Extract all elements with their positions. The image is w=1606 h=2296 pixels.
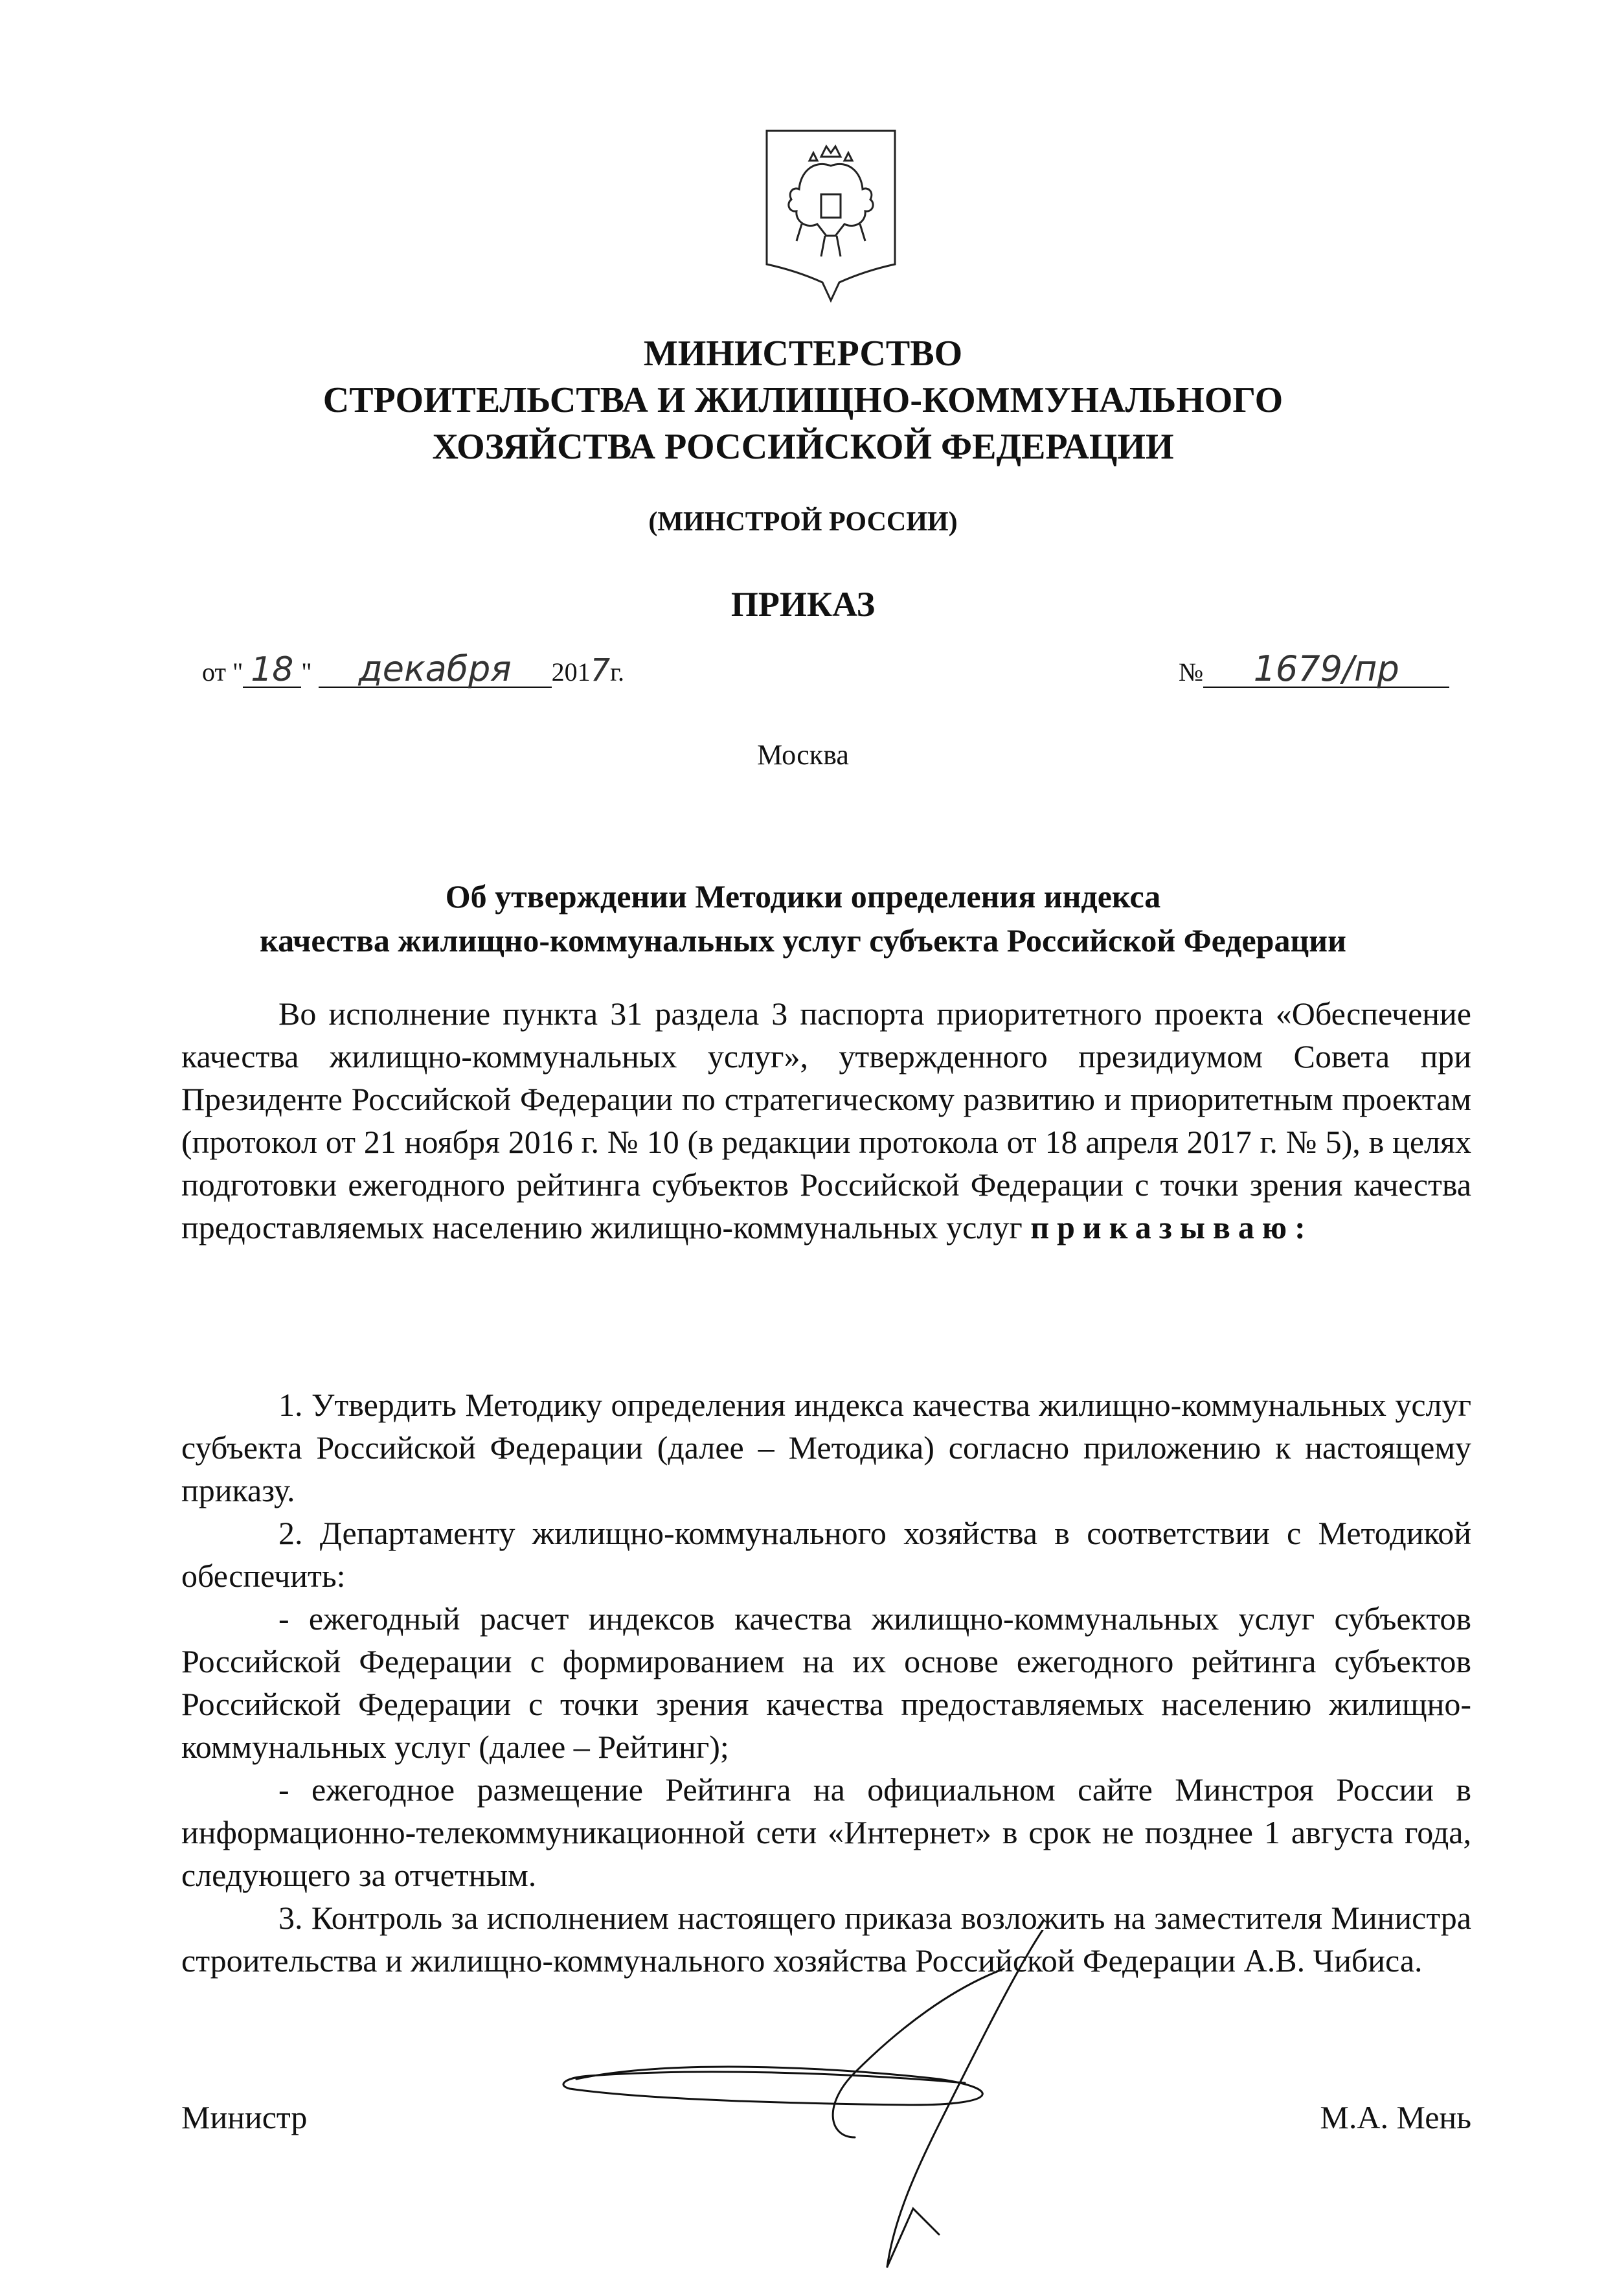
- order-item-1: 1. Утвердить Методику определения индекса качества жилищно-коммунальных услуг субъекта Российской Федерации (далее – Методика) согласно приложению к настоящему приказу.: [181, 1387, 1471, 1508]
- order-number-handwritten: 1679/пр: [1203, 652, 1449, 688]
- number-label: №: [1179, 657, 1204, 687]
- subject-line-2: качества жилищно-коммунальных услуг субъекта Российской Федерации: [260, 922, 1346, 959]
- city-name: Москва: [757, 739, 849, 771]
- order-number-line: [1179, 648, 1449, 689]
- order-item-2-dash-2: - ежегодное размещение Рейтинга на официальном сайте Минстроя России в информационно-телекоммуникационной сети «Интернет» в срок не позднее 1 августа года, следующего за отчетным.: [181, 1771, 1471, 1893]
- date-month-handwritten: декабря: [319, 652, 552, 688]
- order-date-line: [202, 648, 625, 689]
- order-word: приказываю:: [1030, 1209, 1313, 1245]
- date-year-prefix: 201: [551, 657, 591, 687]
- ministry-line-3: ХОЗЯЙСТВА РОССИЙСКОЙ ФЕДЕРАЦИИ: [432, 427, 1174, 467]
- date-prefix: от ": [202, 657, 243, 687]
- signatory-name: М.А. Мень: [1320, 2099, 1471, 2135]
- order-item-2-dash-1: - ежегодный расчет индексов качества жилищно-коммунальных услуг субъектов Российской Федерации с формированием на их основе ежегодного рейтинга субъектов Российской Федерации с точки зрения качества предоставляемых населению жилищно-коммунальных услуг (далее – Рейтинг);: [181, 1600, 1471, 1765]
- date-mid: ": [301, 657, 319, 687]
- order-subject: [0, 874, 1606, 962]
- order-item-3: 3. Контроль за исполнением настоящего приказа возложить на заместителя Министра строительства и жилищно-коммунального хозяйства Российской Федерации А.В. Чибиса.: [181, 1900, 1471, 1979]
- coat-of-arms-emblem: [762, 127, 900, 303]
- document-type-title: ПРИКАЗ: [730, 585, 876, 624]
- ministry-abbreviation: (МИНСТРОЙ РОССИИ): [648, 507, 958, 537]
- subject-line-1: Об утверждении Методики определения индекса: [445, 878, 1161, 915]
- signatory-position: Министр: [181, 2099, 308, 2135]
- order-item-2: 2. Департаменту жилищно-коммунального хозяйства в соответствии с Методикой обеспечить:: [181, 1515, 1471, 1594]
- preamble-paragraph: [181, 992, 1471, 1249]
- date-suffix: г.: [610, 657, 625, 687]
- handwritten-signature: [550, 1930, 1133, 2293]
- date-day-handwritten: 18: [243, 653, 301, 688]
- ministry-line-2: СТРОИТЕЛЬСТВА И ЖИЛИЩНО-КОММУНАЛЬНОГО: [322, 380, 1284, 420]
- preamble-block: [181, 992, 1471, 1249]
- ministry-line-1: МИНИСТЕРСТВО: [643, 334, 963, 374]
- date-year-digit-handwritten: 7: [590, 652, 611, 688]
- ministry-name: [0, 330, 1606, 470]
- order-items: [181, 1383, 1471, 1982]
- preamble-text: Во исполнение пункта 31 раздела 3 паспорта приоритетного проекта «Обеспечение качества жилищно-коммунальных услуг», утвержденного президиумом Совета при Президенте Российской Федерации по стратегическому развитию и приоритетным проектам (протокол от 21 ноября 2016 г. № 10 (в редакции протокола от 18 апреля 2017 г. № 5), в целях подготовки ежегодного рейтинга субъектов Российской Федерации с точки зрения качества предоставляемых населению жилищно-коммунальных услуг: [181, 995, 1471, 1245]
